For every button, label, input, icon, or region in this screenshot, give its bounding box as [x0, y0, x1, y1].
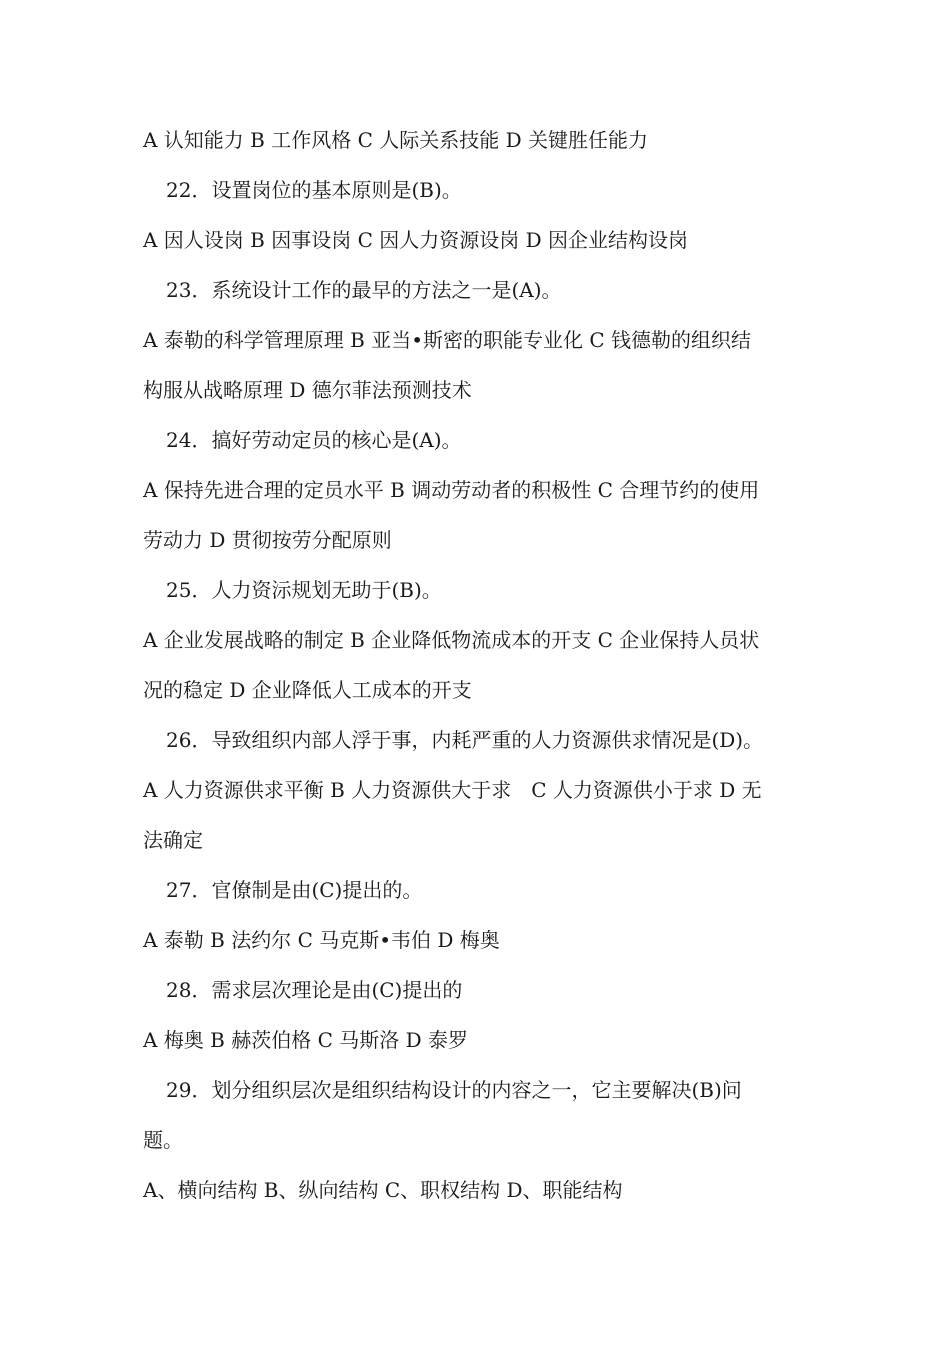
question-29: 29．划分组织层次是组织结构设计的内容之一，它主要解决(B)问: [166, 1078, 742, 1102]
answer-options-29: A、横向结构 B、纵向结构 C、职权结构 D、职能结构: [143, 1178, 623, 1202]
question-24: 24．搞好劳动定员的核心是(A)。: [166, 428, 462, 452]
answer-options-28: A 梅奥 B 赫茨伯格 C 马斯洛 D 泰罗: [143, 1028, 468, 1052]
question-28: 28．需求层次理论是由(C)提出的: [166, 978, 463, 1002]
answer-options-25-cont: 况的稳定 D 企业降低人工成本的开支: [143, 678, 472, 702]
question-25: 25．人力资沶规划无助于(B)。: [166, 578, 442, 602]
answer-options-23: A 泰勒的科学管理原理 B 亚当•斯密的职能专业化 C 钱德勒的组织结: [143, 328, 752, 352]
answer-options-24-cont: 劳动力 D 贯彻按劳分配原则: [143, 528, 392, 552]
document-body: [143, 115, 813, 1215]
answer-options-24: A 保持先进合理的定员水平 B 调动劳动者的积极性 C 合理节约的使用: [143, 478, 760, 502]
answer-options-25: A 企业发展战略的制定 B 企业降低物流成本的开支 C 企业保持人员状: [143, 628, 760, 652]
question-22: 22．设置岗位的基本原则是(B)。: [166, 178, 462, 202]
question-27: 27．官僚制是由(C)提出的。: [166, 878, 423, 902]
answer-options-23-cont: 构服从战略原理 D 德尔菲法预测技术: [143, 378, 472, 402]
answer-options-26-cont: 法确定: [143, 828, 203, 852]
answer-options-21: A 认知能力 B 工作风格 C 人际关系技能 D 关键胜任能力: [143, 128, 648, 152]
question-23: 23．系统设计工作的最早的方法之一是(A)。: [166, 278, 562, 302]
question-26: 26．导致组织内部人浮于事，内耗严重的人力资源供求情况是(D)。: [166, 728, 764, 752]
answer-options-27: A 泰勒 B 法约尔 C 马克斯•韦伯 D 梅奥: [143, 928, 500, 952]
question-29-cont: 题。: [143, 1128, 183, 1152]
answer-options-26: A 人力资源供求平衡 B 人力资源供大于求 C 人力资源供小于求 D 无: [143, 778, 762, 802]
answer-options-22: A 因人设岗 B 因事设岗 C 因人力资源设岗 D 因企业结构设岗: [143, 228, 688, 252]
